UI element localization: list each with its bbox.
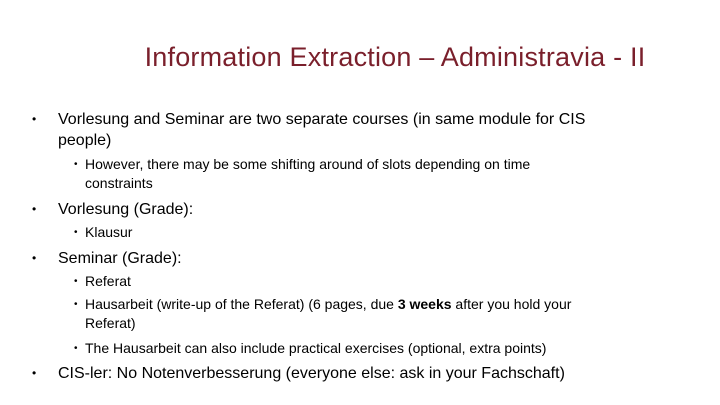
emphasis-text: 3 weeks — [397, 296, 452, 312]
bullet-text: Seminar (Grade): — [58, 250, 182, 267]
bullet-text: CIS-ler: No Notenverbesserung (everyone else: ask in your Fachschaft) — [58, 365, 565, 382]
sub-bullet-text: Klausur — [85, 224, 133, 240]
sub-bullet-text — [85, 295, 605, 333]
sub-bullet-text: The Hausarbeit can also include practical exercises (optional, extra points) — [85, 340, 547, 356]
bullet-text: Vorlesung (Grade): — [58, 201, 194, 218]
sub-bullet-text: However, there may be some shifting around of slots depending on time constraints — [85, 156, 531, 191]
bullet-icon: • — [32, 366, 37, 380]
bullet-icon: • — [74, 343, 78, 354]
slide-title: Information Extraction – Administravia - II — [144, 42, 646, 72]
bullet-icon: • — [74, 227, 78, 238]
bullet-text: Vorlesung and Seminar are two separate courses (in same module for CIS people) — [58, 111, 586, 149]
bullet-icon: • — [74, 299, 78, 310]
sub-bullet-text-part: after you hold your Referat) — [85, 296, 572, 331]
bullet-icon: • — [32, 202, 37, 216]
bullet-icon: • — [74, 276, 78, 287]
bullet-icon: • — [74, 159, 78, 170]
sub-bullet-text-part: Hausarbeit (write-up of the Referat) (6 pages, due — [85, 296, 398, 312]
sub-bullet-text: Referat — [85, 273, 131, 289]
bullet-icon: • — [32, 251, 37, 265]
bullet-icon: • — [32, 112, 37, 126]
